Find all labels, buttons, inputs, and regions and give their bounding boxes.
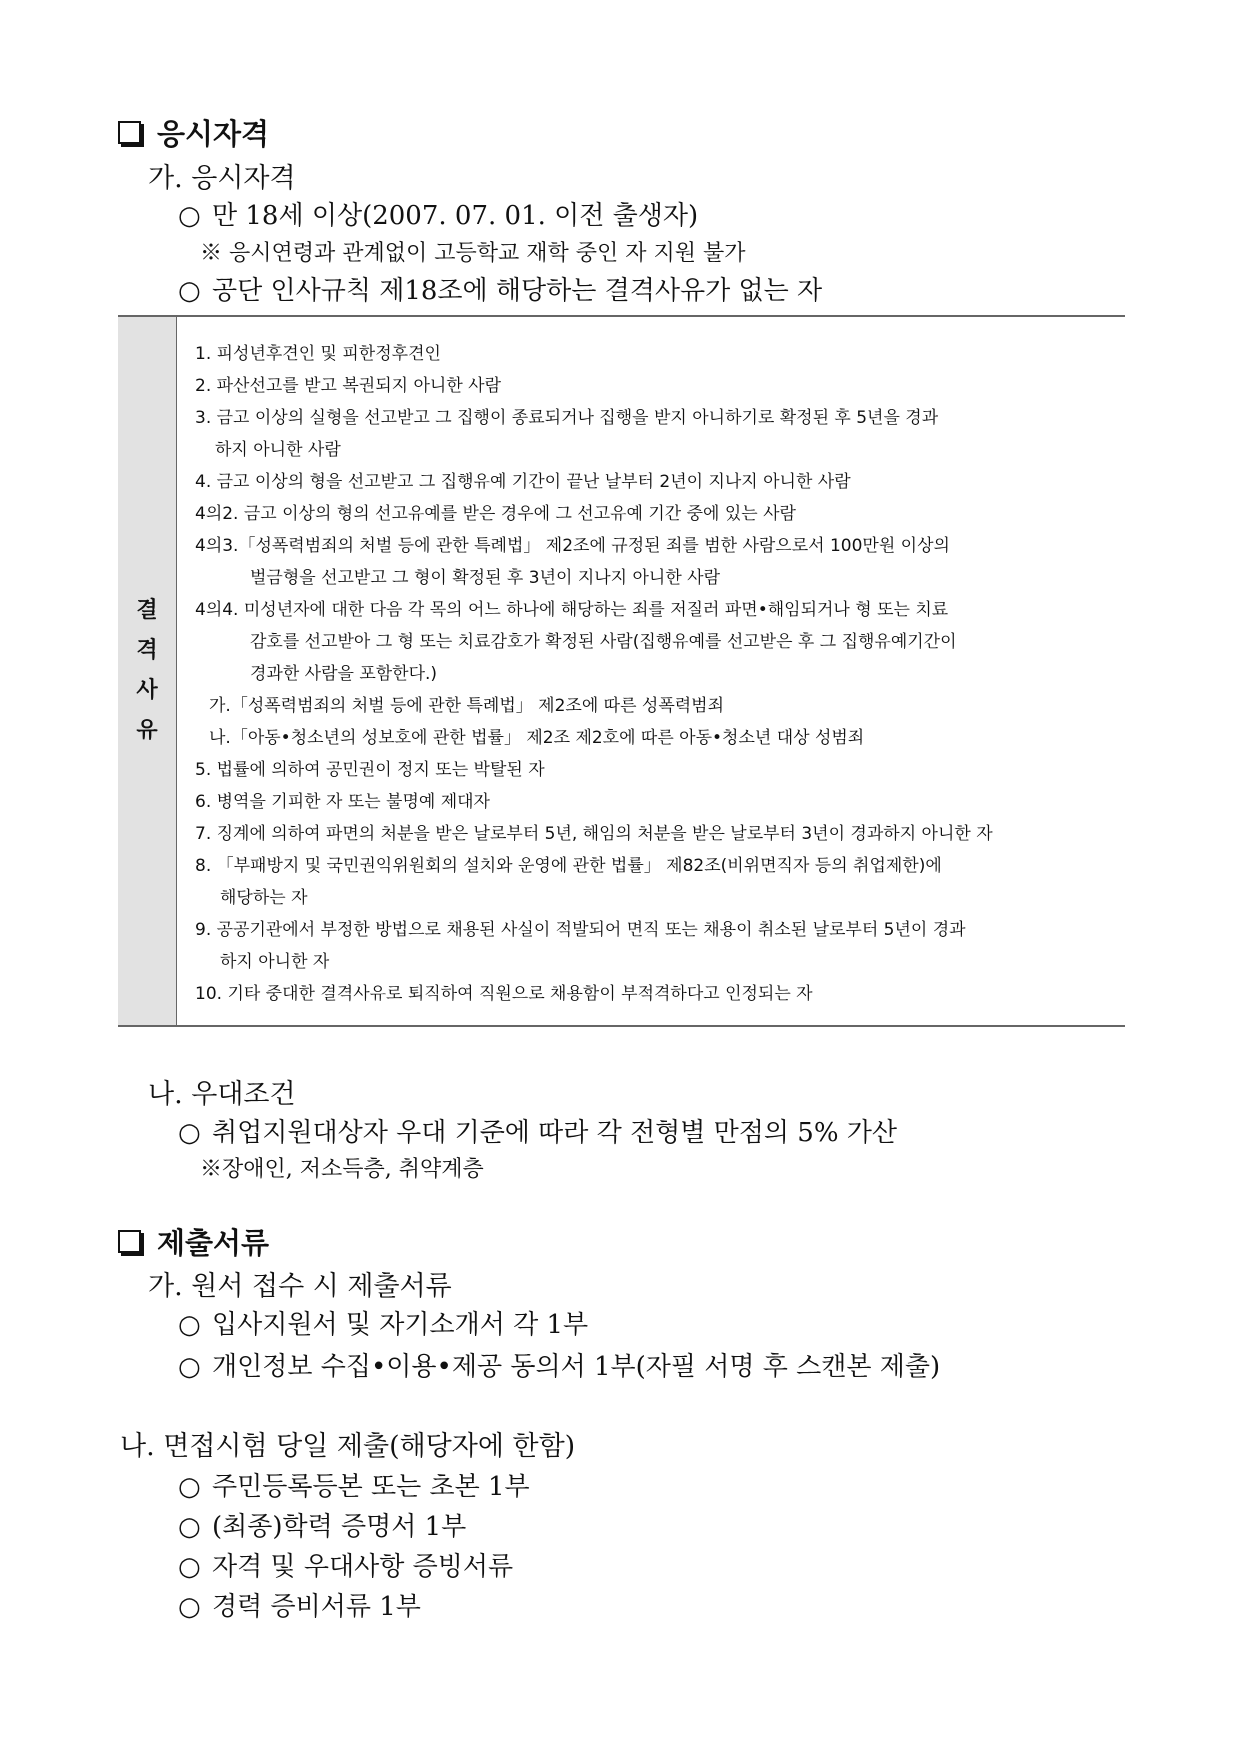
list-item: ○ 개인정보 수집•이용•제공 동의서 1부(자필 서명 후 스캔본 제출) xyxy=(178,1352,941,1382)
table-row: 1. 피성년후견인 및 피한정후견인 xyxy=(195,344,441,364)
bullet-circle-icon: ○ xyxy=(178,1552,201,1582)
bullet-circle-icon: ○ xyxy=(178,1592,201,1622)
table-row: 9. 공공기관에서 부정한 방법으로 채용된 사실이 적발되어 면직 또는 채용이 취소된 날로부터 5년이 경과 xyxy=(195,920,966,940)
table-row: 가.「성폭력범죄의 처벌 등에 관한 특례법」 제2조에 따른 성폭력범죄 xyxy=(209,696,725,716)
table-row: 감호를 선고받아 그 형 또는 치료감호가 확정된 사람(집행유예를 선고받은 후 그 집행유예기간이 xyxy=(250,632,957,652)
bullet-circle-icon: ○ xyxy=(178,1512,201,1542)
label-char: 사 xyxy=(136,678,158,703)
list-item: ○ 경력 증비서류 1부 xyxy=(178,1592,421,1622)
table-row: 6. 병역을 기피한 자 또는 불명예 제대자 xyxy=(195,792,490,812)
label-char: 결 xyxy=(136,598,158,623)
list-item: ○ 공단 인사규칙 제18조에 해당하는 결격사유가 없는 자 xyxy=(178,276,823,306)
table-row: 7. 징계에 의하여 파면의 처분을 받은 날로부터 5년, 해임의 처분을 받은 날로부터 3년이 경과하지 아니한 자 xyxy=(195,824,993,844)
subheading-interview-docs: 나. 면접시험 당일 제출(해당자에 한함) xyxy=(120,1431,576,1462)
section-title-documents xyxy=(118,1221,269,1262)
bullet-circle-icon: ○ xyxy=(178,1352,201,1382)
table-row: 하지 아니한 자 xyxy=(220,952,330,972)
subheading-application-docs: 가. 원서 접수 시 제출서류 xyxy=(148,1271,452,1302)
table-row: 2. 파산선고를 받고 복권되지 아니한 사람 xyxy=(195,376,501,396)
table-row: 벌금형을 선고받고 그 형이 확정된 후 3년이 지나지 아니한 사람 xyxy=(250,568,720,588)
checkbox-icon xyxy=(118,121,141,144)
section-title-text: 응시자격 xyxy=(157,117,270,151)
list-item: ○ 취업지원대상자 우대 기준에 따라 각 전형별 만점의 5% 가산 xyxy=(178,1118,898,1148)
table-label-column xyxy=(118,317,177,1025)
checkbox-icon xyxy=(118,1230,141,1253)
bullet-circle-icon: ○ xyxy=(178,201,201,231)
disqualification-table xyxy=(118,315,1125,1027)
list-item: ○ 자격 및 우대사항 증빙서류 xyxy=(178,1552,514,1582)
table-row: 4의3.「성폭력범죄의 처벌 등에 관한 특례법」 제2조에 규정된 죄를 범한 사람으로서 100만원 이상의 xyxy=(195,536,950,556)
table-row: 3. 금고 이상의 실형을 선고받고 그 집행이 종료되거나 집행을 받지 아니하기로 확정된 후 5년을 경과 xyxy=(195,408,939,428)
bullet-circle-icon: ○ xyxy=(178,1472,201,1502)
label-char: 격 xyxy=(136,638,158,663)
table-row: 4의4. 미성년자에 대한 다음 각 목의 어느 하나에 해당하는 죄를 저질러 파면•해임되거나 형 또는 치료 xyxy=(195,600,949,620)
table-row: 경과한 사람을 포함한다.) xyxy=(250,664,438,684)
bullet-circle-icon: ○ xyxy=(178,1310,201,1340)
table-row: 4의2. 금고 이상의 형의 선고유예를 받은 경우에 그 선고유예 기간 중에 있는 사람 xyxy=(195,504,796,524)
section-title-eligibility xyxy=(118,112,269,153)
table-body xyxy=(177,317,1125,1025)
note-text: ※ 응시연령과 관계없이 고등학교 재학 중인 자 지원 불가 xyxy=(200,241,746,266)
subheading-eligibility: 가. 응시자격 xyxy=(148,163,296,194)
table-row: 하지 아니한 사람 xyxy=(215,440,341,460)
label-char: 유 xyxy=(136,718,158,743)
list-item: ○ 만 18세 이상(2007. 07. 01. 이전 출생자) xyxy=(178,201,699,231)
bullet-circle-icon: ○ xyxy=(178,1118,201,1148)
table-row: 나.「아동•청소년의 성보호에 관한 법률」 제2조 제2호에 따른 아동•청소년 대상 성범죄 xyxy=(209,728,865,748)
table-row: 10. 기타 중대한 결격사유로 퇴직하여 직원으로 채용함이 부적격하다고 인정되는 자 xyxy=(195,984,813,1004)
table-row: 8. 「부패방지 및 국민권익위원회의 설치와 운영에 관한 법률」 제82조(비위면직자 등의 취업제한)에 xyxy=(195,856,942,876)
list-item: ○ 주민등록등본 또는 초본 1부 xyxy=(178,1472,530,1502)
table-row: 해당하는 자 xyxy=(220,888,308,908)
subheading-preference: 나. 우대조건 xyxy=(148,1079,296,1110)
list-item: ○ 입사지원서 및 자기소개서 각 1부 xyxy=(178,1310,589,1340)
bullet-circle-icon: ○ xyxy=(178,276,201,306)
table-row: 5. 법률에 의하여 공민권이 정지 또는 박탈된 자 xyxy=(195,760,545,780)
section-title-text: 제출서류 xyxy=(157,1226,270,1260)
note-text: ※장애인, 저소득층, 취약계층 xyxy=(200,1157,484,1182)
list-item: ○ (최종)학력 증명서 1부 xyxy=(178,1512,467,1542)
table-row: 4. 금고 이상의 형을 선고받고 그 집행유예 기간이 끝난 날부터 2년이 지나지 아니한 사람 xyxy=(195,472,851,492)
